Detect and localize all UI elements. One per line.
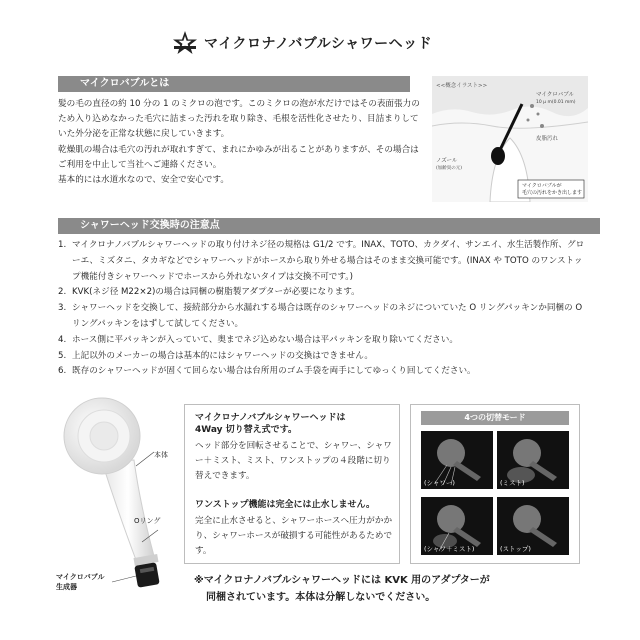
list-item-text: マイクロナノバブルシャワーヘッドの取り付けネジ径の規格は G1/2 です。INAX、TOTO、カクダイ、サンエイ、水生活製作所、グローエ、ミズタニ、タカギなどでシャワーヘッドがホースから取り外せる場合はそのまま交換可能です。(INAX や TOTO のワンストップ機能付きシャワーヘッドでホースから外れないタイプは交換不可です。) (72, 240, 585, 282)
list-item (58, 285, 588, 301)
mode-label: (シャワ＋ミスト) (424, 545, 475, 553)
bottom-note (194, 572, 594, 606)
label-body: 本体 (154, 451, 168, 459)
list-item-number: 2. (58, 287, 67, 298)
illus-bottom-caption: 毛穴の汚れをかき出します (522, 190, 583, 196)
illus-bottom-caption: マイクロバブルが (522, 183, 562, 189)
mode-label: (ミスト) (500, 479, 525, 487)
feature-heading: 4Way 切り替え式です。 (195, 425, 297, 435)
feature-heading-onestop: ワンストップ機能は完全には止水しません。 (195, 500, 376, 510)
list-item-text: シャワーヘッドを交換して、接続部分から水漏れする場合は既存のシャワーヘッドのネジについていた O リングパッキンか同梱の O リングパッキンをはずして試してください。 (72, 303, 583, 329)
list-item-number: 6. (58, 366, 67, 377)
hair-root-icon (491, 147, 505, 165)
list-item (58, 333, 588, 349)
intro-text (58, 97, 420, 188)
list-item (58, 349, 588, 365)
mode-stop (497, 497, 569, 555)
illus-nozzle-sub: (加齢臭の元) (436, 166, 463, 171)
mode-panel-heading: 4つの切替モード (421, 411, 569, 425)
illus-nozzle-label: ノズール (436, 158, 458, 164)
page-title: マイクロナノバブルシャワーヘッド (204, 36, 433, 52)
mode-shower (421, 431, 493, 489)
intro-paragraph: 乾燥肌の場合は毛穴の汚れが取れすぎて、まれにかゆみが出ることがありますが、その場合はご利用を中止して当社へご連絡ください。 (58, 144, 419, 170)
label-generator: マイクロバブル (56, 573, 105, 581)
pore-diagram (432, 76, 588, 202)
label-generator: 生成器 (56, 583, 77, 591)
mode-shower-mist (421, 497, 493, 555)
list-item-number: 1. (58, 240, 67, 250)
illus-caption: <<概念イラスト>> (436, 83, 488, 89)
intro-paragraph: 基本的には水道水なので、安全で安心です。 (58, 175, 230, 186)
list-item (58, 238, 588, 285)
list-item-text: 上記以外のメーカーの場合は基本的にはシャワーヘッドの交換はできません。 (72, 350, 373, 361)
bottom-note-line: 同梱されています。本体は分解しないでください。 (206, 592, 436, 603)
list-item-text: KVK(ネジ径 M22×2)の場合は同梱の樹脂製アダプターが必要になります。 (72, 287, 360, 298)
intro-paragraph: 髪の毛の直径の約 10 分の 1 のミクロの泡です。このミクロの泡が水だけではその表面張力のため入り込めなかった毛穴に詰まった汚れを取り除き、毛根を活性化させたり、目詰まりしていた外分泌を正常な状態に戻していきます。 (58, 99, 420, 140)
feature-box (184, 404, 400, 564)
illus-dirt-label: 皮脂汚れ (536, 136, 559, 142)
concept-illustration (432, 76, 588, 202)
product-image (50, 392, 190, 604)
section-heading-microbubble: マイクロバブルとは (58, 76, 410, 92)
list-item-number: 5. (58, 350, 67, 361)
list-item-text: ホース側に平パッキンが入っていて、奥までネジ込めない場合は平パッキンを取り除いてください。 (72, 334, 458, 345)
bottom-note-line: ※マイクロナノバブルシャワーヘッドには KVK 用のアダプターが (194, 575, 490, 586)
label-oring: Oリング (134, 517, 161, 525)
mode-panel (410, 404, 580, 564)
mode-label: (シャワー) (424, 479, 455, 487)
mode-mist (497, 431, 569, 489)
star-badge-icon (172, 30, 198, 56)
list-item (58, 364, 588, 380)
illus-bubble-size: 10 μ m(0.01 mm) (536, 100, 576, 105)
notes-list (58, 238, 588, 380)
list-item (58, 301, 588, 333)
feature-text: ヘッド部分を回転させることで、シャワー、シャワー＋ミスト、ミスト、ワンストップの４段階に切り替えできます。 (195, 441, 392, 482)
list-item-number: 4. (58, 334, 67, 345)
feature-heading: マイクロナノバブルシャワーヘッドは (195, 413, 346, 423)
mode-label: (ストップ) (500, 545, 531, 553)
feature-text-onestop: 完全に止水させると、シャワーホースへ圧力がかかり、シャワーホースが破損する可能性があるためです。 (195, 516, 393, 557)
section-heading-notes: シャワーヘッド交換時の注意点 (58, 218, 600, 234)
list-item-number: 3. (58, 303, 67, 314)
illus-bubble-label: マイクロバブル (536, 92, 575, 98)
list-item-text: 既存のシャワーヘッドが固くて回らない場合は台所用のゴム手袋を両手にしてゆっくり回してください。 (72, 366, 476, 377)
